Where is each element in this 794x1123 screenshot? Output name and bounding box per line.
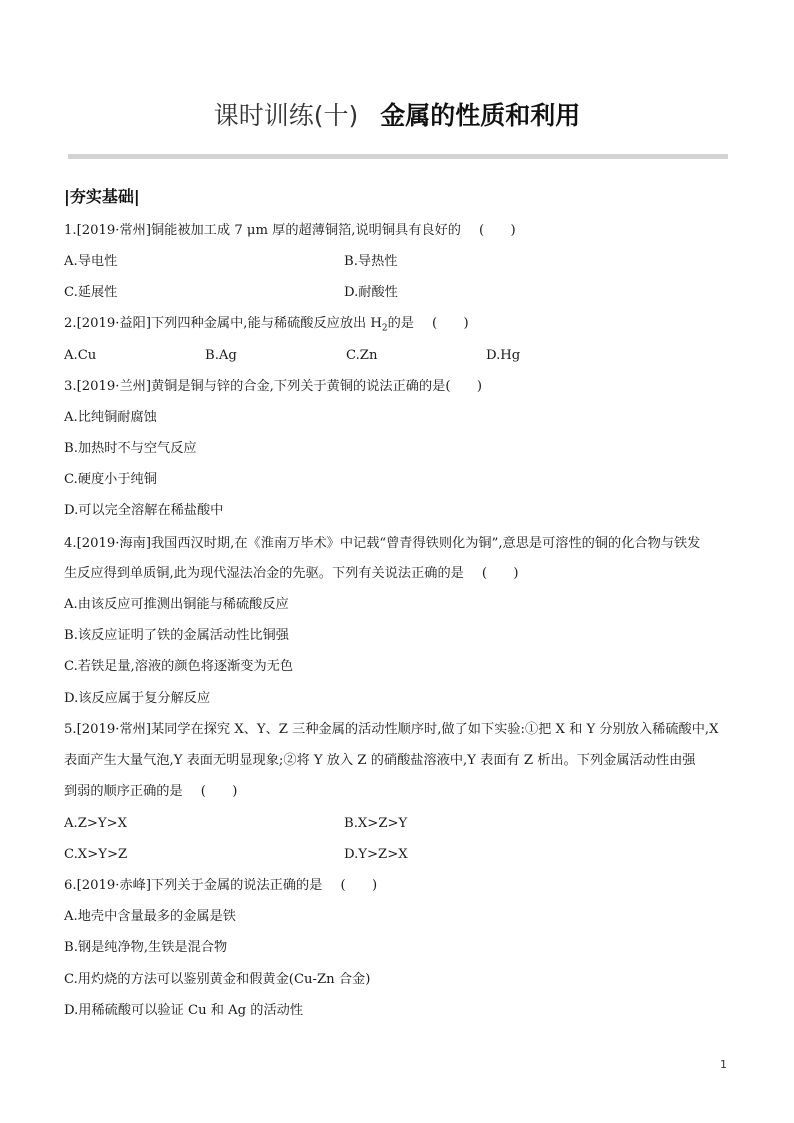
question-3-option-c: C.硬度小于纯铜 <box>64 472 157 487</box>
question-5-option-d: D.Y>Z>X <box>344 847 408 862</box>
question-3-stem: 3.[2019·兰州]黄铜是铜与锌的合金,下列关于黄铜的说法正确的是( ) <box>64 379 482 394</box>
question-5-option-a: A.Z>Y>X <box>64 816 128 831</box>
answer-blank: ( ) <box>478 223 516 238</box>
question-6-option-d: D.用稀硫酸可以验证 Cu 和 Ag 的活动性 <box>64 1003 304 1018</box>
question-2-option-a: A.Cu <box>64 348 97 363</box>
question-1-option-c: C.延展性 <box>64 285 118 300</box>
answer-blank: ( ) <box>200 784 238 799</box>
question-1-stem: 1.[2019·常州]铜能被加工成 7 μm 厚的超薄铜箔,说明铜具有良好的 ( ) <box>64 223 516 238</box>
question-4-stem-line-1: 4.[2019·海南]我国西汉时期,在《淮南万毕术》中记载“曾青得铁则化为铜”,意思是可溶性的铜的化合物与铁发 <box>64 536 701 551</box>
question-1-option-d: D.耐酸性 <box>344 285 398 300</box>
question-6-option-a: A.地壳中含量最多的金属是铁 <box>64 909 236 924</box>
question-4-option-b: B.该反应证明了铁的金属活动性比铜强 <box>64 628 289 643</box>
question-5-stem-line-2: 表面产生大量气泡,Y 表面无明显现象;②将 Y 放入 Z 的硝酸盐溶液中,Y 表面有 Z 析出。下列金属活动性由强 <box>64 753 696 768</box>
question-4-option-d: D.该反应属于复分解反应 <box>64 691 211 706</box>
question-2-option-b: B.Ag <box>205 348 237 363</box>
section-heading: |夯实基础| <box>64 187 140 206</box>
question-4-option-a: A.由该反应可推测出铜能与稀硫酸反应 <box>64 597 289 612</box>
question-3-option-b: B.加热时不与空气反应 <box>64 441 197 456</box>
page-number: 1 <box>720 1058 727 1071</box>
question-4-option-c: C.若铁足量,溶液的颜色将逐渐变为无色 <box>64 659 294 674</box>
question-5-option-c: C.X>Y>Z <box>64 847 128 862</box>
answer-blank: ( ) <box>340 878 378 893</box>
question-3-option-d: D.可以完全溶解在稀盐酸中 <box>64 503 224 518</box>
question-1-option-a: A.导电性 <box>64 254 118 269</box>
question-3-option-a: A.比纯铜耐腐蚀 <box>64 410 157 425</box>
question-6-stem: 6.[2019·赤峰]下列关于金属的说法正确的是 ( ) <box>64 878 378 893</box>
page-title <box>0 96 794 132</box>
answer-blank: ( ) <box>481 566 519 581</box>
question-5-option-b: B.X>Z>Y <box>344 816 408 831</box>
question-4-stem-line-2: 生反应得到单质铜,此为现代湿法冶金的先驱。下列有关说法正确的是 ( ) <box>64 566 519 581</box>
question-6-option-b: B.钢是纯净物,生铁是混合物 <box>64 940 228 955</box>
question-5-stem-line-3: 到弱的顺序正确的是 ( ) <box>64 784 238 799</box>
question-1-option-b: B.导热性 <box>344 254 398 269</box>
question-5-stem-line-1: 5.[2019·常州]某同学在探究 X、Y、Z 三种金属的活动性顺序时,做了如下实验:①把 X 和 Y 分别放入稀硫酸中,X <box>64 722 719 737</box>
title-divider <box>68 154 728 159</box>
question-2-option-c: C.Zn <box>346 348 378 363</box>
lesson-topic: 金属的性质和利用 <box>380 101 581 130</box>
answer-blank: ( ) <box>432 316 469 331</box>
lesson-number: 课时训练(十) <box>213 101 359 130</box>
question-2-stem: 2.[2019·益阳]下列四种金属中,能与稀硫酸反应放出 $H_2$的是 ( ) <box>64 316 469 334</box>
question-6-option-c: C.用灼烧的方法可以鉴别黄金和假黄金(Cu-Zn 合金) <box>64 972 371 987</box>
question-2-option-d: D.Hg <box>486 348 521 363</box>
